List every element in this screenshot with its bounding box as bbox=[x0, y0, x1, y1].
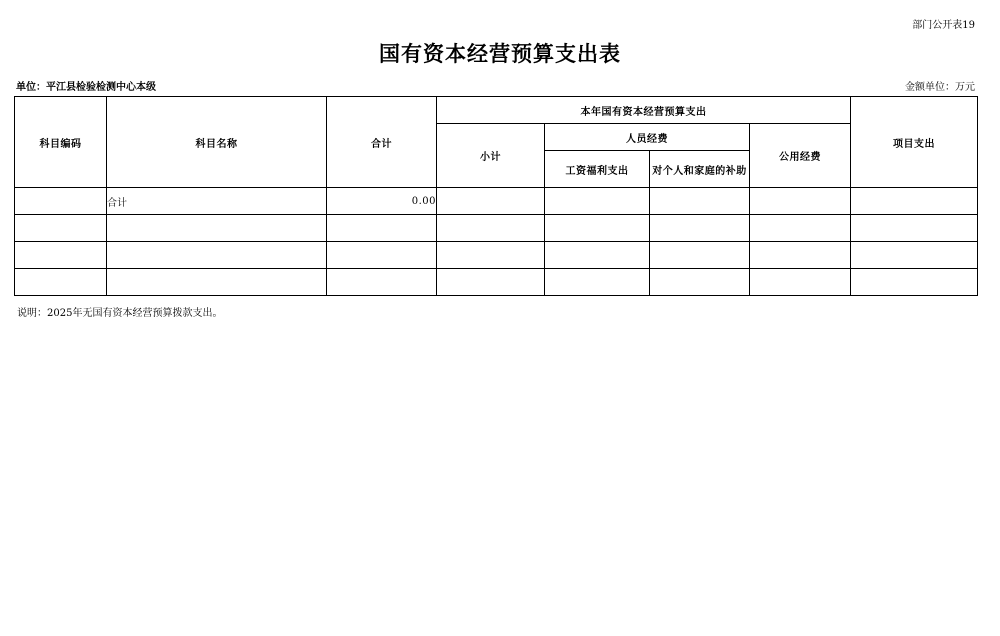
cell-wages bbox=[545, 242, 650, 269]
cell-subsidy bbox=[650, 269, 750, 296]
cell-code bbox=[15, 269, 107, 296]
cell-project bbox=[851, 188, 978, 215]
footnote: 说明：2025年无国有资本经营预算拨款支出。 bbox=[17, 308, 223, 319]
cell-wages bbox=[545, 188, 650, 215]
cell-public bbox=[750, 269, 851, 296]
unit-label: 单位：平江县检验检测中心本级 bbox=[16, 82, 156, 93]
cell-total: 0.00 bbox=[327, 188, 437, 215]
cell-wages bbox=[545, 269, 650, 296]
table-row bbox=[15, 188, 978, 215]
table-number: 部门公开表19 bbox=[912, 20, 975, 31]
cell-name bbox=[107, 242, 327, 269]
cell-public bbox=[750, 215, 851, 242]
cell-code bbox=[15, 215, 107, 242]
cell-total bbox=[327, 242, 437, 269]
money-unit-label: 金额单位：万元 bbox=[905, 82, 975, 93]
cell-name bbox=[107, 269, 327, 296]
header-project: 项目支出 bbox=[851, 97, 978, 188]
cell-code bbox=[15, 242, 107, 269]
header-subtotal: 小计 bbox=[437, 124, 545, 188]
header-wages: 工资福利支出 bbox=[545, 151, 650, 188]
table-body bbox=[15, 188, 978, 296]
cell-total bbox=[327, 215, 437, 242]
cell-project bbox=[851, 215, 978, 242]
cell-total bbox=[327, 269, 437, 296]
header-personnel: 人员经费 bbox=[545, 124, 750, 151]
table-row bbox=[15, 269, 978, 296]
budget-table bbox=[14, 96, 978, 296]
cell-subsidy bbox=[650, 215, 750, 242]
cell-name bbox=[107, 215, 327, 242]
cell-subtotal bbox=[437, 269, 545, 296]
cell-subtotal bbox=[437, 188, 545, 215]
table-row bbox=[15, 242, 978, 269]
header-name: 科目名称 bbox=[107, 97, 327, 188]
cell-subtotal bbox=[437, 242, 545, 269]
cell-public bbox=[750, 242, 851, 269]
cell-subtotal bbox=[437, 215, 545, 242]
cell-code bbox=[15, 188, 107, 215]
table-row bbox=[15, 215, 978, 242]
cell-name: 合计 bbox=[107, 188, 327, 215]
cell-project bbox=[851, 242, 978, 269]
cell-subsidy bbox=[650, 242, 750, 269]
cell-subsidy bbox=[650, 188, 750, 215]
header-current-year: 本年国有资本经营预算支出 bbox=[437, 97, 851, 124]
header-public: 公用经费 bbox=[750, 124, 851, 188]
header-code: 科目编码 bbox=[15, 97, 107, 188]
cell-public bbox=[750, 188, 851, 215]
header-total: 合计 bbox=[327, 97, 437, 188]
header-subsidy: 对个人和家庭的补助 bbox=[650, 151, 750, 188]
cell-project bbox=[851, 269, 978, 296]
cell-wages bbox=[545, 215, 650, 242]
page-title: 国有资本经营预算支出表 bbox=[379, 42, 621, 66]
